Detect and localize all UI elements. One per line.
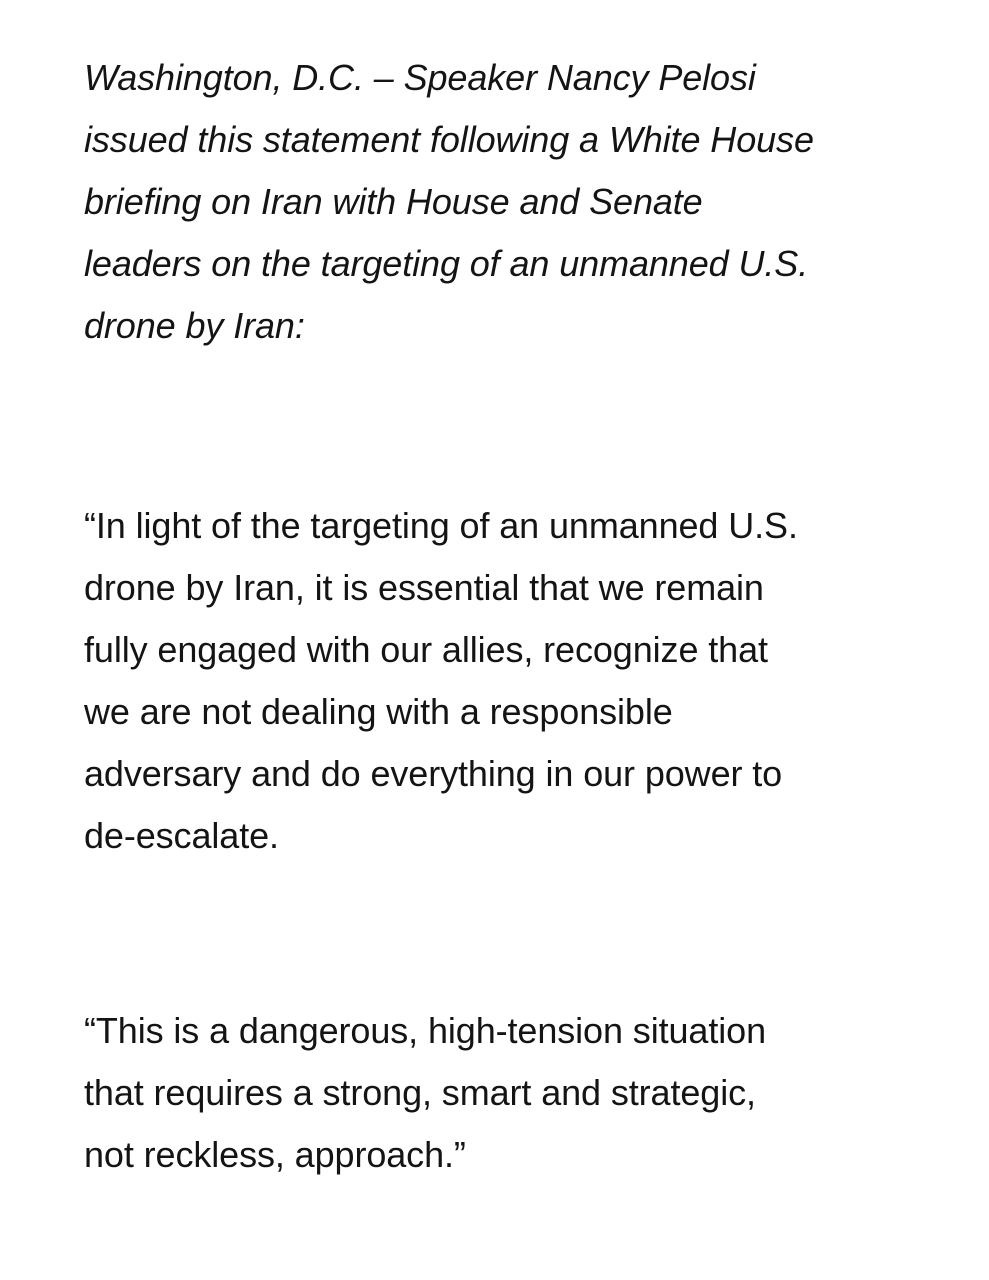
intro-line: Washington, D.C. – Speaker Nancy Pelosi [84,57,756,98]
intro-line: drone by Iran: [84,305,305,346]
quote-line: we are not dealing with a responsible [84,691,673,732]
quote-paragraph-2 [84,1000,924,1186]
quote-line: adversary and do everything in our power to [84,753,783,794]
quote-line: “In light of the targeting of an unmanned U.S. [84,505,798,546]
intro-paragraph [84,47,924,357]
quote-paragraph-1 [84,495,924,867]
quote-line: de-escalate. [84,815,279,856]
intro-line: briefing on Iran with House and Senate [84,181,703,222]
intro-line: issued this statement following a White House [84,119,814,160]
quote-line: drone by Iran, it is essential that we remain [84,567,764,608]
quote-line: fully engaged with our allies, recognize that [84,629,768,670]
quote-line: “This is a dangerous, high-tension situation [84,1010,766,1051]
quote-line: not reckless, approach.” [84,1134,466,1175]
intro-line: leaders on the targeting of an unmanned U.S. [84,243,809,284]
quote-line: that requires a strong, smart and strategic, [84,1072,756,1113]
